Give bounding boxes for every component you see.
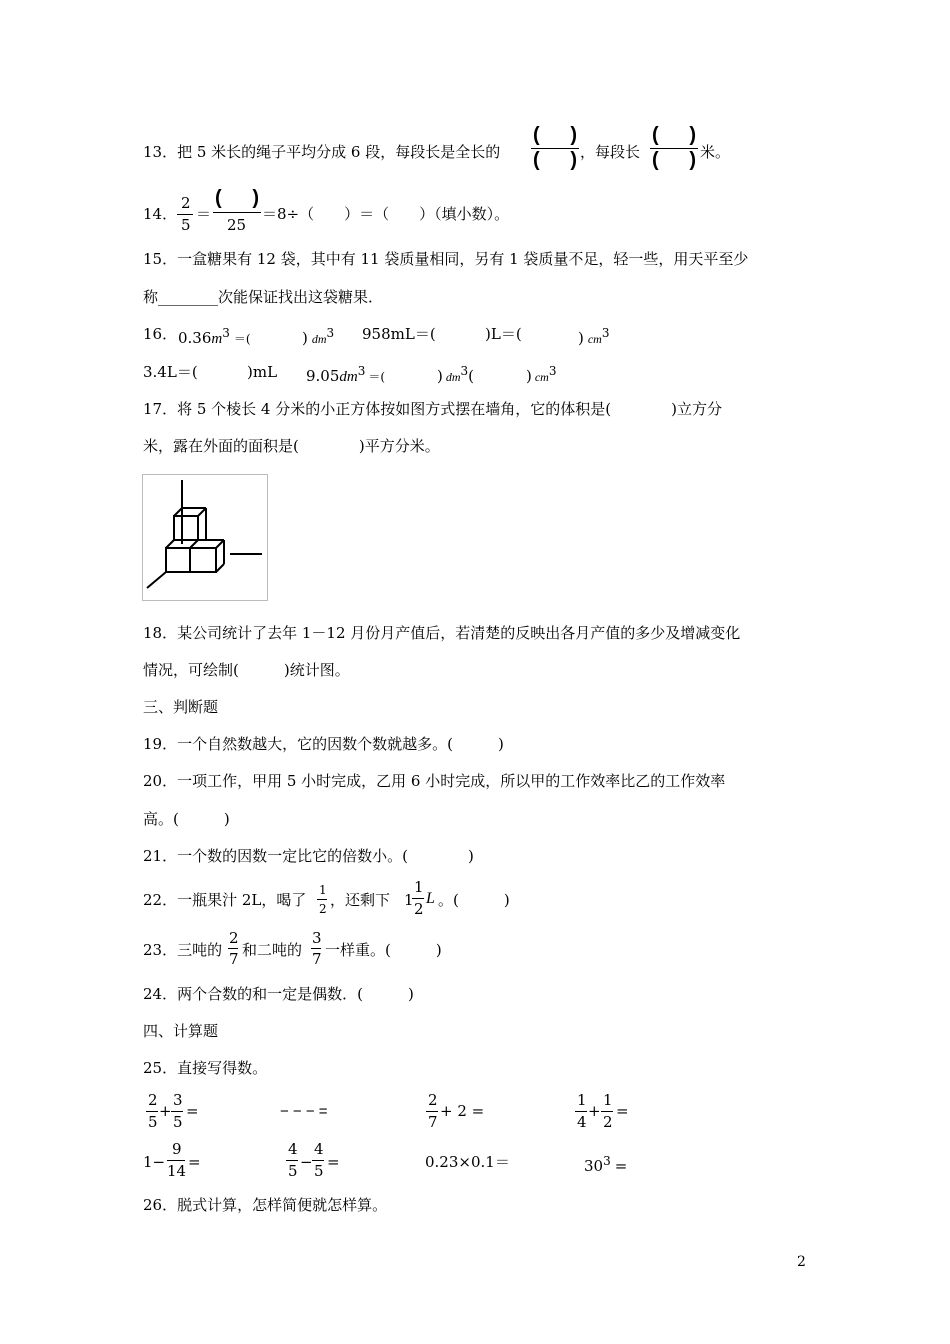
calc-1a-op: + — [159, 1102, 172, 1120]
q14-eq: ＝ — [196, 205, 212, 223]
question-20-line2: 高。( ) — [143, 810, 230, 828]
q16-f: )mL — [247, 363, 278, 381]
calc-2d: $30^3$ = — [584, 1154, 628, 1175]
calc-2a-whole: 1− — [143, 1153, 166, 1171]
calc-1d-frac2: 1 2 — [603, 1091, 613, 1131]
section-4-heading: 四、计算题 — [143, 1022, 219, 1040]
question-15-line2: 称________次能保证找出这袋糖果． — [143, 288, 384, 306]
calc-2b-eq: = — [327, 1153, 340, 1171]
q23-b: 和二吨的 — [242, 941, 303, 959]
q16-g: $9.05dm^3$ ＝( — [306, 364, 386, 385]
question-20-line1: 20．一项工作，甲用 5 小时完成，乙用 6 小时完成，所以甲的工作效率比乙的工作效率 — [143, 772, 726, 790]
fraction-22b: 1 2 — [414, 878, 424, 918]
fraction-14b: ( ) 25 — [215, 187, 259, 234]
question-24: 24．两个合数的和一定是偶数．( ) — [143, 985, 414, 1003]
fraction-13a: ( ) ( ) — [533, 124, 577, 171]
calc-2a-eq: = — [188, 1153, 201, 1171]
calc-1d-op: + — [588, 1102, 601, 1120]
q16-k: ) $cm^3$ — [526, 364, 557, 385]
q22-a: 22．一瓶果汁 2L，喝了 — [143, 891, 307, 909]
calc-1a-eq: = — [186, 1102, 199, 1120]
q16-a: $0.36m^3$ ＝( — [178, 326, 251, 347]
fraction-14a: 2 5 — [177, 194, 193, 236]
question-17-line1: 17．将 5 个棱长 4 分米的小正方体按如图方式摆在墙角，它的体积是( )立方分 — [143, 400, 722, 418]
q23-c: 一样重。( ) — [325, 941, 442, 959]
q16-label: 16． — [143, 325, 178, 343]
fraction-23b: 3 7 — [312, 929, 322, 968]
q22-c: 。( ) — [438, 891, 510, 909]
q16-c: )L＝( — [485, 325, 522, 343]
q22-whole: 1 — [404, 891, 414, 909]
question-15-line1: 15．一盒糖果有 12 袋，其中有 11 袋质量相同，另有 1 袋质量不足，轻一些，用天平至少 — [143, 250, 749, 268]
calc-1a-frac1: 2 5 — [148, 1091, 158, 1131]
calc-2b-frac1: 4 5 — [288, 1140, 298, 1180]
fraction-13b: ( ) ( ) — [652, 124, 696, 171]
question-18-line2: 情况，可绘制( )统计图。 — [143, 661, 350, 679]
question-13: 13．把 5 米长的绳子平均分成 6 段，每段长是全长的 — [143, 143, 501, 161]
calc-1d-frac1: 1 4 — [577, 1091, 587, 1131]
fraction-22a: 1 2 — [319, 883, 327, 916]
page-number: 2 — [797, 1254, 806, 1270]
question-19: 19．一个自然数越大，它的因数个数就越多。( ) — [143, 735, 504, 753]
q13-mid: ，每段长 — [580, 143, 641, 161]
calc-2b-op: − — [300, 1153, 313, 1171]
calc-2b-frac2: 4 5 — [314, 1140, 324, 1180]
calc-2c: 0.23×0.1＝ — [425, 1153, 510, 1171]
section-3-heading: 三、判断题 — [143, 698, 219, 716]
q22-unit: L — [426, 890, 435, 907]
calc-1b: − − − = — [280, 1103, 328, 1120]
q16-e: 3.4L＝( — [143, 363, 198, 381]
q16-b: 958mL＝( — [362, 325, 436, 343]
q16-i: ) $dm^3$( — [437, 364, 475, 385]
question-18-line1: 18．某公司统计了去年 1－12 月份月产值后，若清楚的反映出各月产值的多少及增减变化 — [143, 624, 741, 642]
q16-cm3: ) $cm^3$ — [578, 326, 610, 347]
q14-label: 14． — [143, 205, 178, 223]
calc-1c-frac: 2 7 — [428, 1091, 438, 1131]
question-26: 26．脱式计算，怎样简便就怎样算。 — [143, 1196, 388, 1214]
q23-a: 23．三吨的 — [143, 941, 223, 959]
question-25: 25．直接写得数。 — [143, 1059, 268, 1077]
fraction-23a: 2 7 — [229, 929, 239, 968]
calc-1a-frac2: 3 5 — [173, 1091, 183, 1131]
q16-dm3: ) $dm^3$ — [302, 326, 335, 347]
question-21: 21．一个数的因数一定比它的倍数小。( ) — [143, 847, 474, 865]
question-17-line2: 米，露在外面的面积是( )平方分米。 — [143, 437, 440, 455]
q22-b: ，还剩下 — [330, 891, 391, 909]
calc-2a-frac: 9 14 — [167, 1140, 187, 1180]
q14-rest: ＝8÷（ ）＝（ ）（填小数）。 — [262, 205, 510, 223]
calc-1d-eq: = — [616, 1102, 629, 1120]
calc-1c-rest: + 2 = — [440, 1102, 485, 1120]
q13-end: 米。 — [700, 143, 731, 161]
cube-figure — [142, 474, 268, 601]
